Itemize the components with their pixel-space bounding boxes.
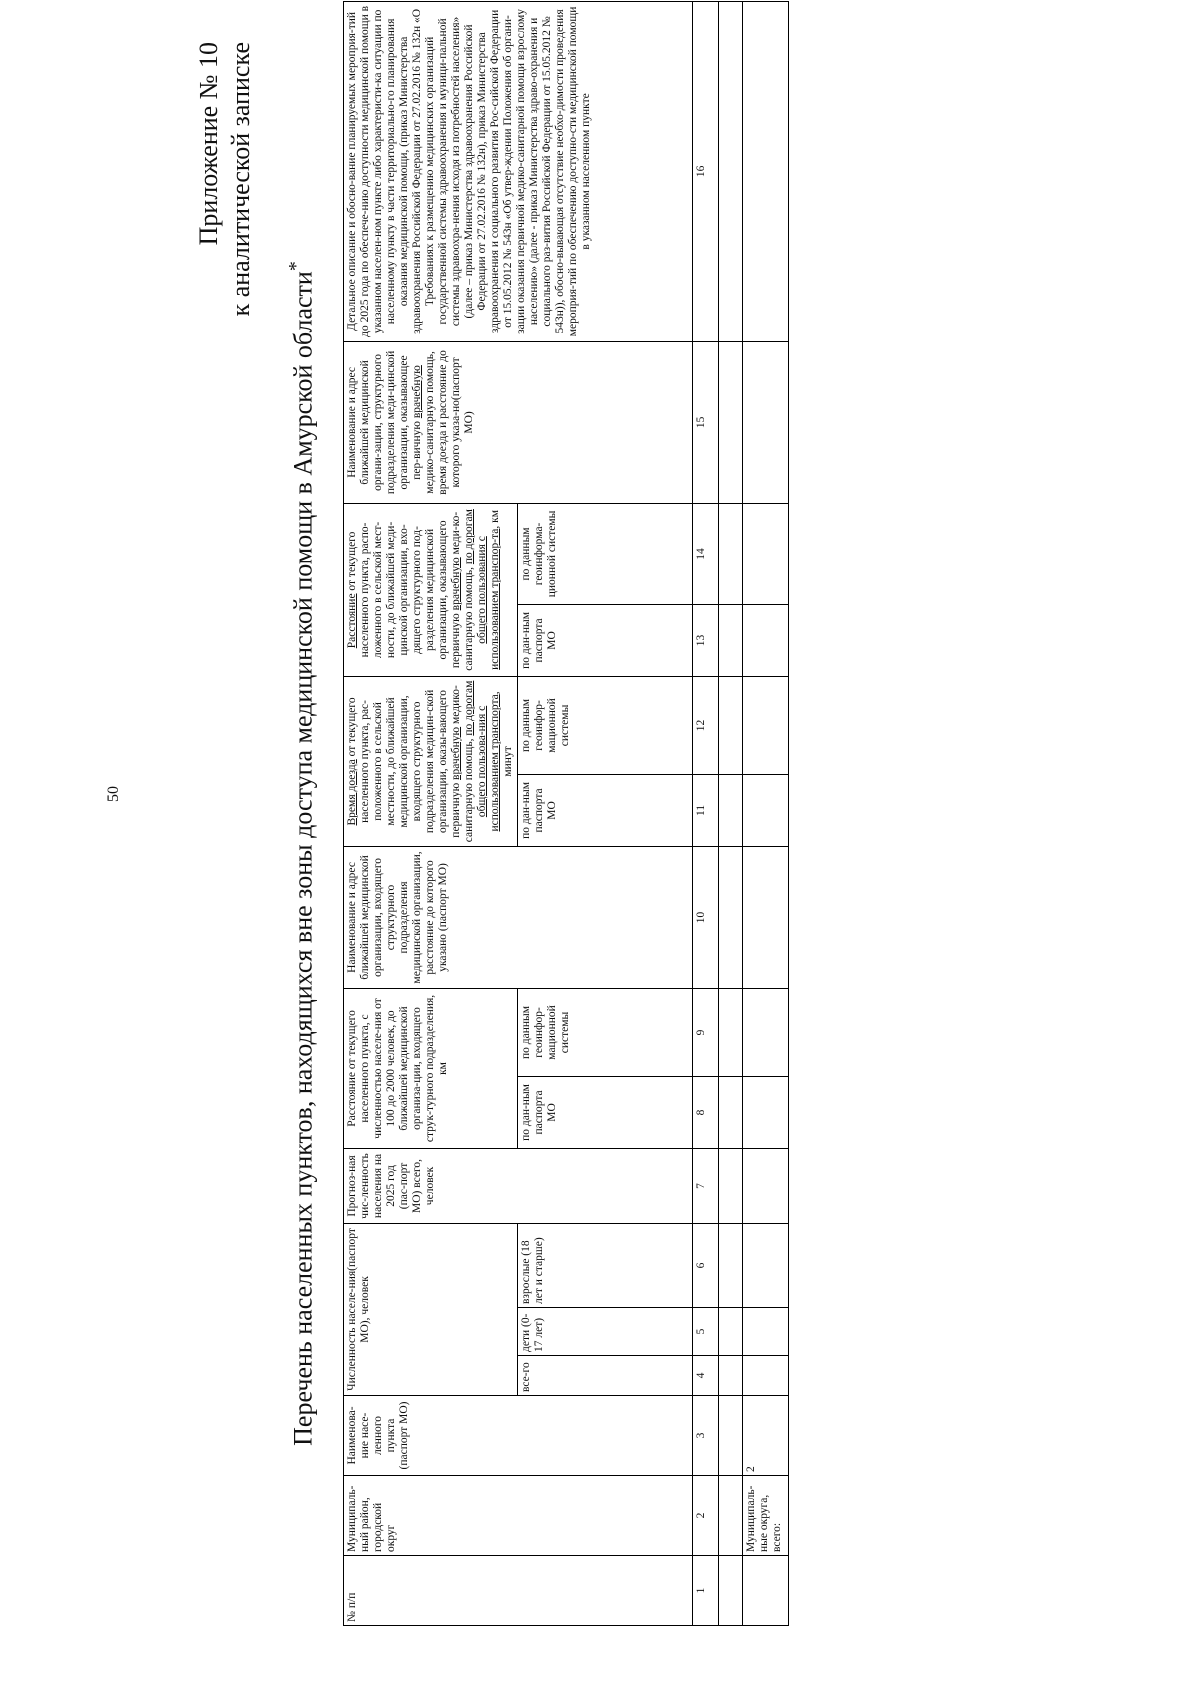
total-row (743, 1, 789, 1625)
header-distance-small-settlement: Расстояние от текущего населенного пункта, с численностью населе-ния от 100 до 2000 человек, до ближайшей медицинской организа-ции, входящего струк-турного подразделения, км (344, 988, 518, 1148)
header-distance-rural-u3: по дорогам общего пользования с использованием транспор-та (463, 509, 501, 670)
column-number: 6 (693, 1223, 719, 1307)
header-distance-rural-t2: меди-ко-санитарную помощь, (450, 511, 475, 671)
appendix-number: Приложение № 10 (194, 42, 223, 246)
header-distance-rural-t3: , км (489, 510, 501, 529)
table-header-row-1 (344, 1, 518, 1625)
settlements-table (343, 1, 789, 1626)
header-settlement-name: Наименова-ние насе-ленного пункта (паспорт МО) (344, 1396, 693, 1476)
column-number: 13 (693, 604, 719, 676)
header-population: Численность населе-ния(паспорт МО), человек (344, 1223, 518, 1395)
header-measures-description: Детальное описание и обосно-вание планируемых мероприя-тий до 2025 года по обеспече-нию доступности медицинской помощи в указанном населен-ном пункте либо характеристи-ка ситуации по населенному пункту в части территориально-го планирования оказания медицинской помощи, (приказ Министерства здравоохранения Российской Федерации от 27.02.2016 № 132н «О Требованиях к размещению медицинских организаций государственной системы здравоохранения и муници-пальной системы здравоохра-нения исходя из потребностей населения» (далее – приказ Министерства здравоохранения Российской Федерации от 27.02.2016 № 132н), приказ Министерства здравоохранения и социального развития Рос-сийской Федерации от 15.05.2012 № 543н «Об утвер-ждении Положения об органи-зации оказания первичной медико-санитарной помощи взрослому населению» (далее - приказ Министерства здраво-охранения и социального раз-вития Российской Федерации от 15.05.2012 № 543н)), обосно-вывающая отсутствие необхо-димости проведения мероприя-тий по обеспечению доступно-сти медицинской помощи в указанном населенном пункте (344, 1, 693, 341)
column-number: 1 (693, 1556, 719, 1626)
header-number: № п/п (344, 1556, 693, 1626)
header-distance-passport: по дан-ным паспорта МО (518, 1076, 693, 1148)
column-number: 5 (693, 1308, 719, 1356)
footnote-mark: * (285, 261, 307, 272)
column-number: 8 (693, 1076, 719, 1148)
header-travel-time-u2: врачебную (450, 726, 462, 780)
column-number: 7 (693, 1148, 719, 1223)
empty-row (719, 1, 743, 1625)
header-travel-time-u3: по дорогам общего пользова-ния с использованием транспорта (463, 680, 501, 832)
header-rural-distance-passport: по дан-ным паспорта МО (518, 604, 693, 676)
header-distance-rural-u1: Расстояние (346, 593, 358, 649)
column-number-row (693, 1, 719, 1625)
header-travel-time-t1: от текущего населенного пункта, рас-положенного в сельской местности, до ближайшей медицинской организации, входящего структурного подразделения медицин-ской организации, оказы-вающего первичную (346, 689, 462, 838)
document-title-text: Перечень населенных пунктов, находящихся вне зоны доступа медицинской помощи в Амурской области (288, 271, 318, 1446)
header-time-passport: по дан-ным паспорта МО (518, 774, 693, 846)
column-number: 16 (693, 1, 719, 341)
header-nearest-primary-care (344, 341, 693, 503)
header-population-children: дети (0-17 лет) (518, 1308, 693, 1356)
column-number: 2 (693, 1476, 719, 1556)
header-nearest-organization: Наименование и адрес ближайшей медицинской организации, входящего структурного подразделения медицинской организации, расстояние до которого указано (паспорт МО) (344, 846, 693, 988)
appendix-heading (193, 42, 257, 316)
header-municipality: Муниципаль-ный район, городской округ (344, 1476, 693, 1556)
header-nearest-primary-care-t2: медико-санитарную помощь, время доезда и расстояние до которого указа-но(паспорт МО) (424, 350, 475, 495)
header-distance-rural-u2: врачебную (450, 557, 462, 611)
page-number: 50 (105, 786, 122, 802)
appendix-subtitle: к аналитической записке (226, 42, 255, 317)
header-distance-rural (344, 503, 518, 676)
header-rural-distance-gis: по данным геоинформа-ционной системы (518, 503, 693, 604)
header-nearest-primary-care-u1: врачебную (411, 365, 423, 419)
column-number: 4 (693, 1356, 719, 1396)
total-row-value: 2 (743, 1396, 789, 1476)
header-distance-rural-t1: от текущего населенного пункта, распо-ложенного в сельской мест-ности, до ближайшей меди-цинской организации, вхо-дящего структурного под-разделения медицинской организации, оказывающего первичную (346, 520, 462, 669)
header-population-total: все-го (518, 1356, 693, 1396)
document-title (285, 0, 319, 1707)
header-travel-time-u1: Время доезда (346, 759, 358, 826)
header-distance-gis: по данным геоинфор-мационной системы (518, 988, 693, 1076)
header-time-gis: по данным геоинфор-мационной системы (518, 676, 693, 774)
column-number: 3 (693, 1396, 719, 1476)
header-travel-time-t2: медико-санитарную помощь, (450, 685, 475, 843)
column-number: 14 (693, 503, 719, 604)
total-row-label: Муниципаль-ные округа, всего: (743, 1476, 789, 1556)
column-number: 12 (693, 676, 719, 774)
header-forecast-population: Прогноз-ная чис-ленность населения на 2025 год (пас-порт МО) всего, человек (344, 1148, 693, 1223)
column-number: 10 (693, 846, 719, 988)
column-number: 15 (693, 341, 719, 503)
header-travel-time (344, 676, 518, 846)
header-population-adults: взрослые (18 лет и старше) (518, 1223, 693, 1307)
header-nearest-primary-care-t1: Наименование и адрес ближайшей медицинской органи-зации, структурного подразделения меди-цинской организации, оказывающее пер-вичную (346, 350, 423, 495)
header-travel-time-t3: , минут (489, 691, 514, 777)
column-number: 9 (693, 988, 719, 1076)
column-number: 11 (693, 774, 719, 846)
